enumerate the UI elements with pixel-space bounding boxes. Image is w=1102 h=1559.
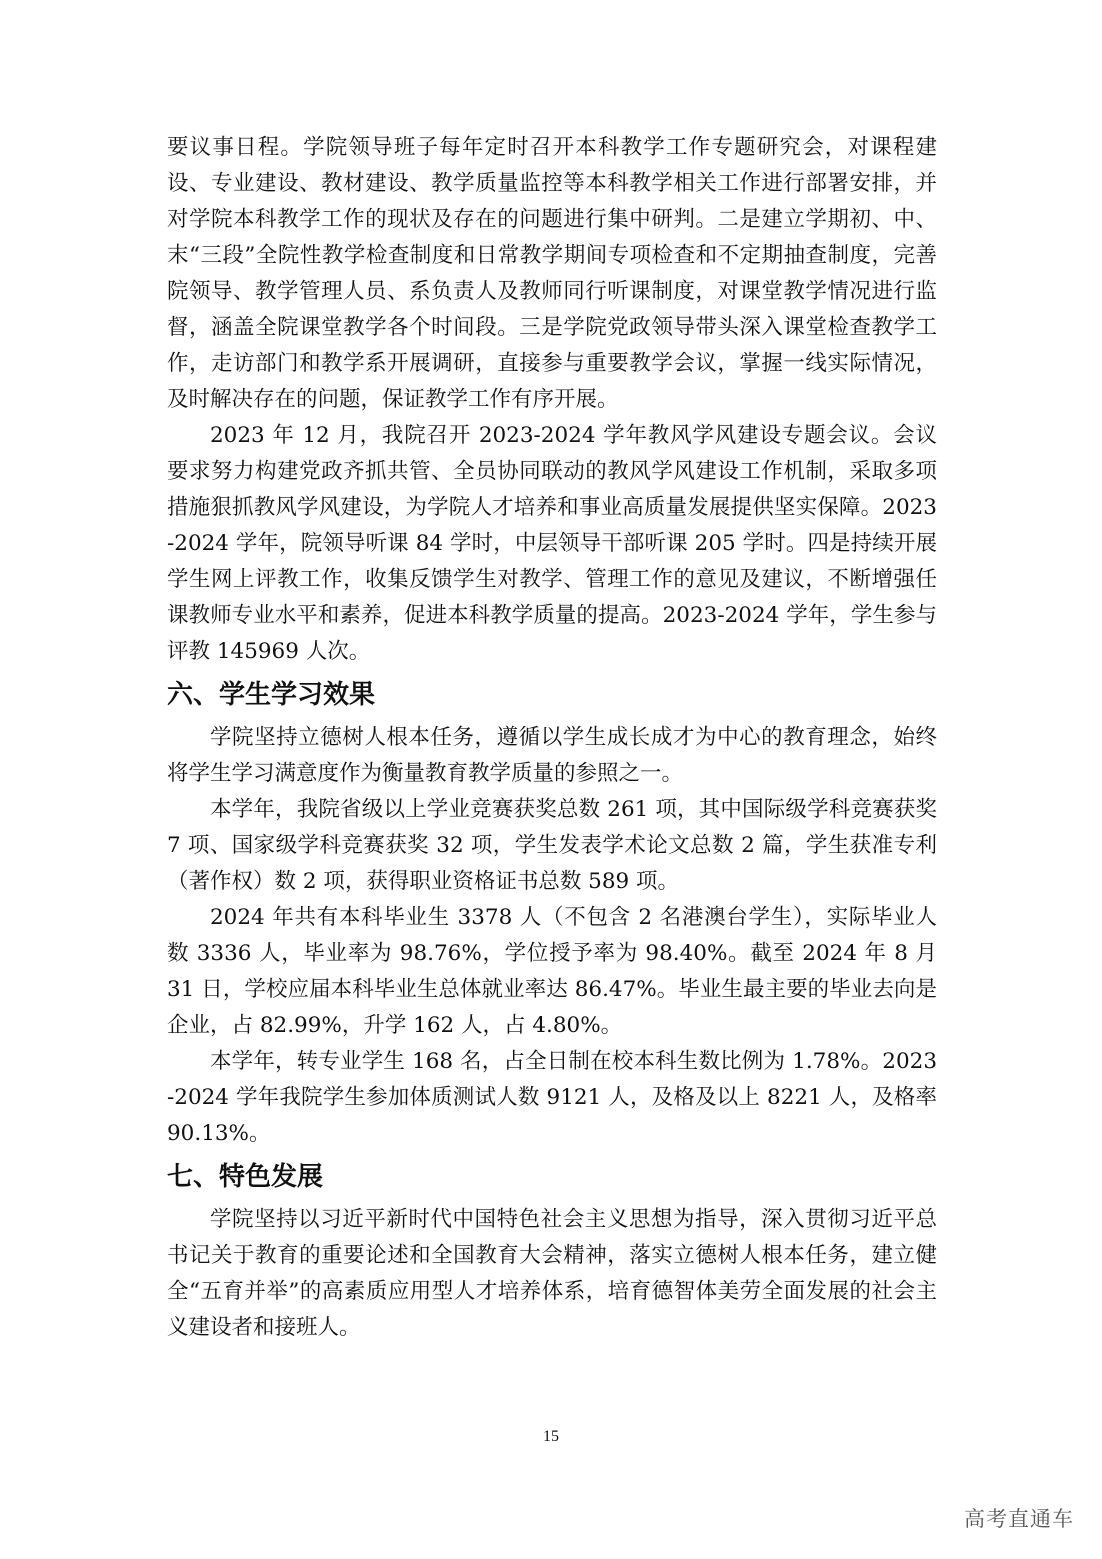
section-heading-featured-development: 七、特色发展 [167,1162,324,1192]
document-page [167,130,937,1346]
paragraph-featured-development: 学院坚持以习近平新时代中国特色社会主义思想为指导，深入贯彻习近平总书记关于教育的重要论述和全国教育大会精神，落实立德树人根本任务，建立健全“五育并举”的高素质应用型人才培养体系，培育德智体美劳全面发展的社会主义建设者和接班人。 [167,1207,937,1340]
paragraph-teaching-style-meeting: 2023 年 12 月，我院召开 2023-2024 学年教风学风建设专题会议。会议要求努力构建党政齐抓共管、全员协同联动的教风学风建设工作机制，采取多项措施狠抓教风学风建设，为学院人才培养和事业高质量发展提供坚实保障。2023-2024 学年，院领导听课 84 学时，中层领导干部听课 205 学时。四是持续开展学生网上评教工作，收集反馈学生对教学、管理工作的意见及建议，不断增强任课教师专业水平和素养，促进本科教学质量的提高。2023-2024 学年，学生参与评教 145969 人次。 [167,423,937,664]
paragraph-student-satisfaction: 学院坚持立德树人根本任务，遵循以学生成长成才为中心的教育理念，始终将学生学习满意度作为衡量教育教学质量的参照之一。 [167,725,937,786]
section-heading-student-learning: 六、学生学习效果 [167,680,376,710]
page-number: 15 [543,1428,559,1445]
paragraph-continued: 要议事日程。学院领导班子每年定时召开本科教学工作专题研究会，对课程建设、专业建设、教材建设、教学质量监控等本科教学相关工作进行部署安排，并对学院本科教学工作的现状及存在的问题进行集中研判。二是建立学期初、中、末“三段”全院性教学检查制度和日常教学期间专项检查和不定期抽查制度，完善院领导、教学管理人员、系负责人及教师同行听课制度，对课堂教学情况进行监督，涵盖全院课堂教学各个时间段。三是学院党政领导带头深入课堂检查教学工作，走访部门和教学系开展调研，直接参与重要教学会议，掌握一线实际情况，及时解决存在的问题，保证教学工作有序开展。 [167,135,937,412]
paragraph-graduation-stats: 2024 年共有本科毕业生 3378 人（不包含 2 名港澳台学生），实际毕业人数 3336 人，毕业率为 98.76%，学位授予率为 98.40%。截至 2024 年 8 月 31 日，学校应届本科毕业生总体就业率达 86.47%。毕业生最主要的毕业去向是企业，占 82.99%，升学 162 人，占 4.80%。 [167,905,937,1038]
paragraph-major-transfer-fitness: 本学年，转专业学生 168 名，占全日制在校本科生数比例为 1.78%。2023-2024 学年我院学生参加体质测试人数 9121 人，及格及以上 8221 人，及格率 90.13%。 [167,1049,937,1146]
paragraph-competition-awards: 本学年，我院省级以上学业竞赛获奖总数 261 项，其中国际级学科竞赛获奖 7 项、国家级学科竞赛获奖 32 项，学生发表学术论文总数 2 篇，学生获准专利（著作权）数 2 项，获得职业资格证书总数 589 项。 [167,797,937,894]
watermark-text: 高考直通车 [964,1507,1074,1531]
